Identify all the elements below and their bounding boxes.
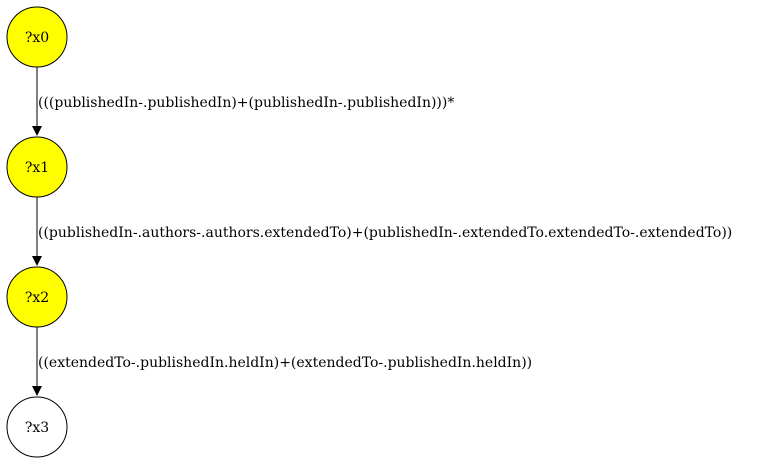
node-x1 [7, 137, 67, 197]
node-x0 [7, 7, 67, 67]
edge-label-x1-x2: ((publishedIn-.authors-.authors.extendedTo)+(publishedIn-.extendedTo.extendedTo-.extendedTo)) [38, 225, 733, 241]
node-x2-label: ?x2 [24, 290, 50, 306]
edge-label-x2-x3: ((extendedTo-.publishedIn.heldIn)+(extendedTo-.publishedIn.heldIn)) [38, 355, 533, 371]
edge-label-x0-x1: (((publishedIn-.publishedIn)+(publishedIn-.publishedIn)))* [38, 95, 455, 111]
node-x3-label: ?x3 [24, 420, 50, 436]
node-x1-label: ?x1 [24, 160, 50, 176]
node-x2 [7, 267, 67, 327]
edge-x0-x1 [37, 67, 454, 135]
edge-x2-x3 [37, 327, 532, 395]
edge-x1-x2 [37, 197, 732, 265]
node-x0-label: ?x0 [24, 30, 50, 46]
node-x3 [7, 397, 67, 457]
